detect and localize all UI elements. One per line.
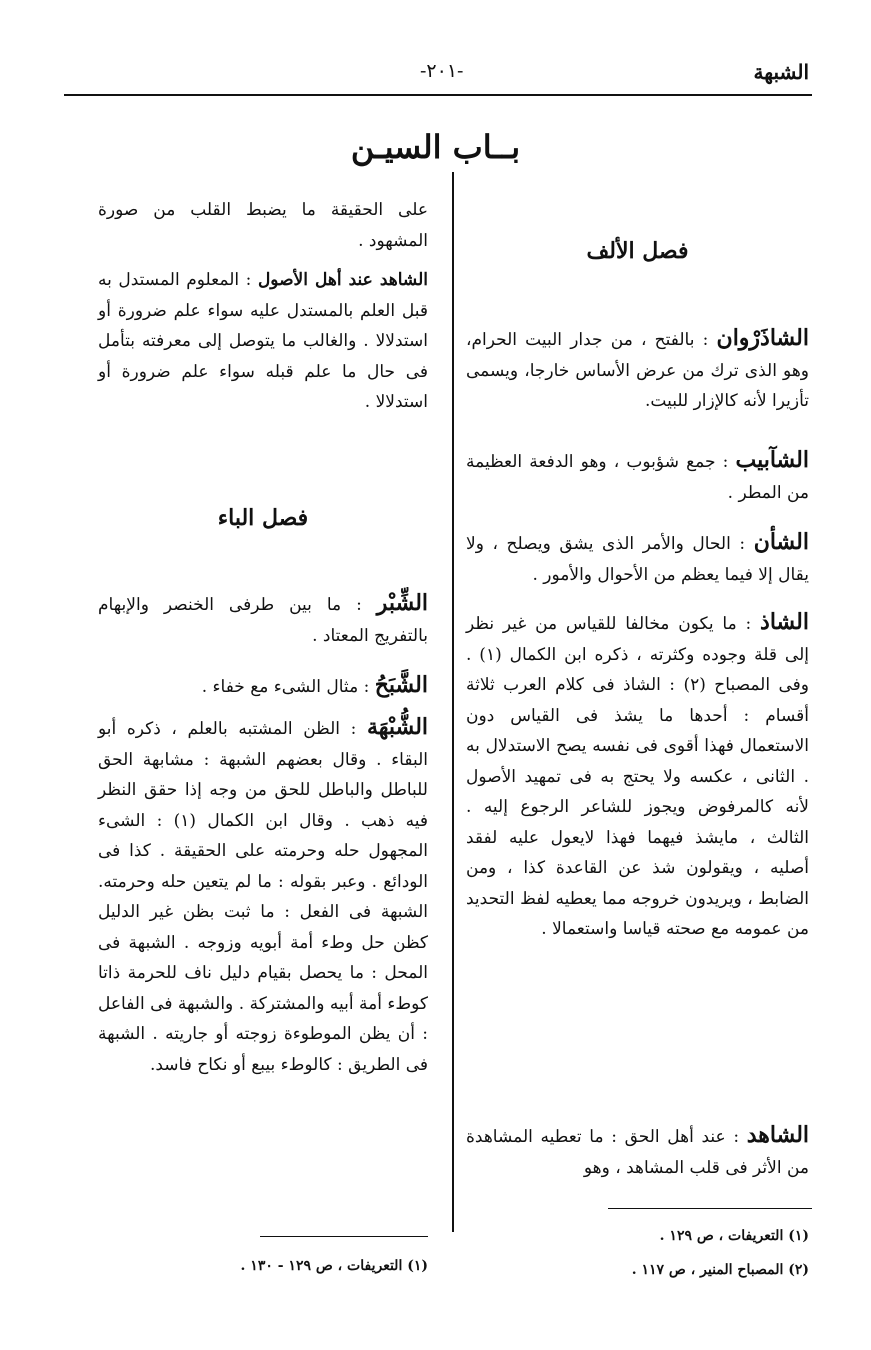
footnote-rule-right — [608, 1208, 812, 1209]
footnote-2-right: (٢) المصباح المنير ، ص ١١٧ . — [631, 1262, 809, 1278]
entry-shadh — [466, 607, 809, 945]
footnote-rule-left — [260, 1236, 428, 1237]
footnote-1-right: (١) التعريفات ، ص ١٢٩ . — [659, 1228, 809, 1244]
page-header — [0, 60, 871, 90]
entry-term: الشأن — [753, 529, 809, 555]
entry-term: الشِّبْر — [376, 590, 429, 616]
entry-text: : المعلوم المستدل به قبل العلم بالمستدل عليه سواء علم ضرورة أو استدلالا . والغالب ما يتوصل إلى معرفته بتأمل فى حال ما علم قبله سواء علم ضرورة أو استدلالا . — [98, 270, 428, 412]
section-title-alif: فصل الألف — [586, 238, 689, 264]
section-title-ba: فصل الباء — [217, 505, 309, 531]
entry-term: الشآبيب — [735, 447, 809, 473]
entry-text: : ما بين طرفى الخنصر والإبهام بالتفريج المعتاد . — [98, 595, 428, 646]
entry-shaan — [466, 527, 809, 590]
column-divider — [452, 172, 454, 1232]
entry-shibr — [98, 588, 428, 651]
entry-text: : بالفتح ، من جدار البيت الحرام، وهو الذى ترك من عرض الأساس خارجا، ويسمى تأزيرا لأنه كالإزار للبيت. — [466, 330, 809, 411]
entry-text: : جمع شؤبوب ، وهو الدفعة العظيمة من المطر . — [466, 452, 809, 503]
entry-term: الشَّبَحُ — [374, 672, 428, 698]
entry-shadhirwan — [466, 323, 809, 417]
entry-term: الشاذَرْوان — [716, 325, 809, 351]
entry-shabah — [98, 670, 428, 703]
chapter-title: بــاب السيـن — [350, 128, 521, 166]
page-number: -٢٠١- — [420, 60, 464, 82]
entry-text: : ما يكون مخالفا للقياس من غير نظر إلى قلة وجوده وكثرته ، ذكره ابن الكمال (١) . وفى المصباح (٢) : الشاذ فى كلام العرب ثلاثة أقسام : أحدها ما يشذ فى القياس دون الاستعمال فهذا أقوى فى نفسه يصح الاستدلال به . الثانى ، عكسه ولا يحتج به فى تمهيد الأصول لأنه كالمرفوض ويجوز للشاعر الرجوع إليه . الثالث ، مايشذ فيهما فهذا لايعول عليه لفقد أصليه ، ويقولون شذ عن القاعدة كذا ، ومن الضابط ، ويريدون خروجه مما يعطيه لفظ التحديد من عمومه مع صحته قياسا واستعمالا . — [466, 614, 810, 939]
entry-shahid-usul — [98, 265, 428, 418]
entry-term: الشاهد — [746, 1122, 810, 1148]
entry-term: الشُّبْهَة — [367, 714, 429, 740]
continuation-text: على الحقيقة ما يضبط القلب من صورة المشهود . — [98, 200, 428, 251]
footnote-1-left: (١) التعريفات ، ص ١٢٩ - ١٣٠ . — [240, 1258, 428, 1274]
running-title: الشبهة — [753, 60, 809, 84]
entry-shahid — [466, 1120, 809, 1183]
entry-text: : مثال الشىء مع خفاء . — [201, 677, 370, 697]
entry-text: : الظن المشتبه بالعلم ، ذكره أبو البقاء . وقال بعضهم الشبهة : مشابهة الحق للباطل والباطل للحق من وجه إذا حقق النظر فيه ذهب . وقال ابن الكمال (١) : الشىء المجهول حله وحرمته على الحقيقة . كذا فى الودائع . وعبر بقوله : ما لم يتعين حله وحرمته. الشبهة فى الفعل : ما ثبت بظن غير الدليل كظن حل وطء أمة أبويه وزوجه . الشبهة فى المحل : ما يحصل بقيام دليل ناف للحرمة ذاتا كوطء أمة أبيه والمشتركة . والشبهة فى الفاعل : أن يظن الموطوءة زوجته أو جاريته . الشبهة فى الطريق : كالوطء بيبع أو نكاح فاسد. — [98, 719, 428, 1075]
header-rule — [64, 94, 812, 96]
entry-text: : عند أهل الحق : ما تعطيه المشاهدة من الأثر فى قلب المشاهد ، وهو — [466, 1127, 809, 1178]
entry-text: : الحال والأمر الذى يشق ويصلح ، ولا يقال إلا فيما يعظم من الأحوال والأمور . — [466, 534, 809, 585]
entry-shubha — [98, 712, 428, 1080]
entry-term: الشاذ — [760, 609, 809, 635]
entry-term: الشاهد عند أهل الأصول — [257, 270, 428, 290]
entry-shaabib — [466, 445, 809, 508]
